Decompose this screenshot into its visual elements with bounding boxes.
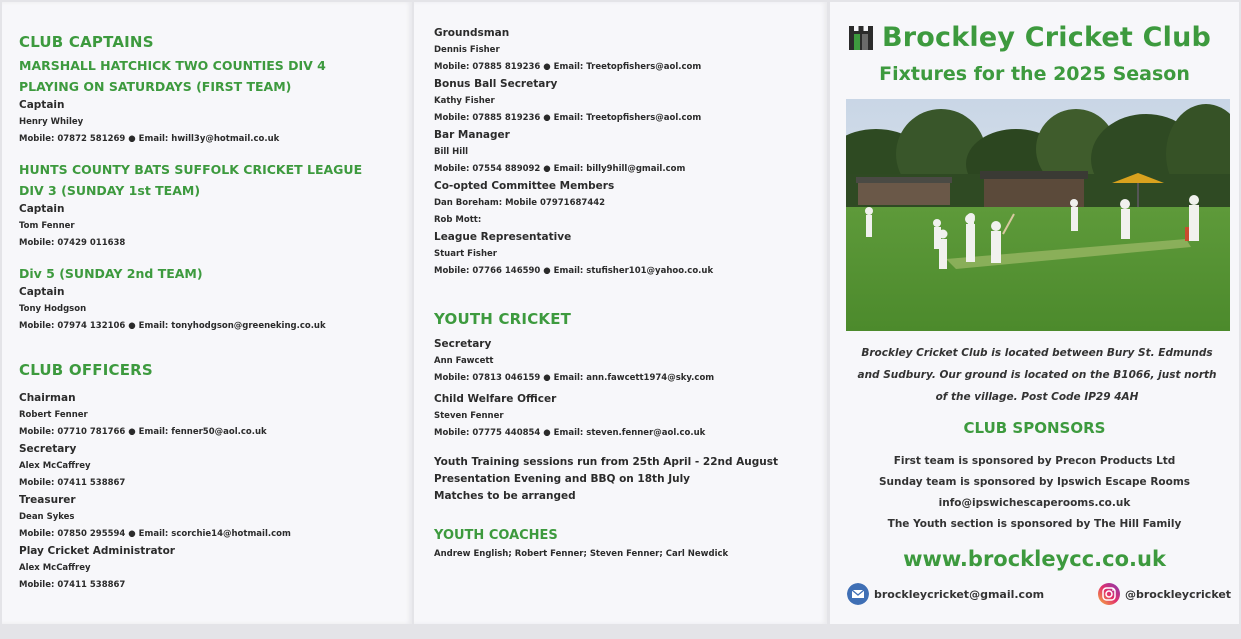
youth-cricket-heading: YOUTH CRICKET [434,310,572,328]
sponsor-line: The Youth section is sponsored by The Hill Family [887,518,1182,530]
location-text [842,342,1232,408]
team1-league-subtitle: PLAYING ON SATURDAYS (FIRST TEAM) [19,79,292,94]
youth-info-block [434,454,827,505]
location-line: of the village. Post Code IP29 4AH [935,391,1139,403]
bar-manager-contact: Mobile: 07554 889092 ● Email: billy9hill@gmail.com [434,164,686,174]
team3-title: Div 5 (SUNDAY 2nd TEAM) [19,266,203,281]
league-rep-role: League Representative [434,231,572,243]
team2-captain-name: Tom Fenner [19,221,75,231]
sponsor-line: First team is sponsored by Precon Products Ltd [893,455,1176,467]
location-line: Brockley Cricket Club is located between Bury St. Edmunds [861,347,1213,359]
team2-role: Captain [19,203,65,215]
league-rep-contact: Mobile: 07766 146590 ● Email: stufisher101@yahoo.co.uk [434,266,714,276]
castle-logo-icon [848,25,874,51]
officer-name: Robert Fenner [19,410,88,420]
right-panel [830,2,1239,624]
club-captains-heading: CLUB CAPTAINS [19,33,154,51]
officer-contact: Mobile: 07411 538867 [19,580,126,590]
instagram-icon [1098,583,1120,605]
bonus-ball-name: Kathy Fisher [434,96,495,106]
league-rep-name: Stuart Fisher [434,249,497,259]
groundsman-name: Dennis Fisher [434,45,500,55]
email-address[interactable]: brockleycricket@gmail.com [874,587,1045,601]
bar-manager-role: Bar Manager [434,129,510,141]
officer-name: Alex McCaffrey [19,563,91,573]
email-contact[interactable] [847,583,1044,605]
team1-contact: Mobile: 07872 581269 ● Email: hwill3y@hotmail.co.uk [19,134,280,144]
officer-role: Secretary [19,443,77,455]
bonus-ball-contact: Mobile: 07885 819236 ● Email: Treetopfishers@aol.com [434,113,702,123]
youth-info-line: Youth Training sessions run from 25th April - 22nd August [434,456,779,468]
youth-info-line: Matches to be arranged [434,490,576,502]
team3-role: Captain [19,286,65,298]
coopted-member-1: Dan Boreham: Mobile 07971687442 [434,198,606,208]
officer-role: Treasurer [19,494,76,506]
team2-contact: Mobile: 07429 011638 [19,238,126,248]
officer-entry [19,441,412,492]
welfare-officer-name: Steven Fenner [434,411,504,421]
youth-coaches-heading: YOUTH COACHES [434,528,558,543]
team1-league-title: MARSHALL HATCHICK TWO COUNTIES DIV 4 [19,58,326,73]
officer-name: Dean Sykes [19,512,75,522]
officer-contact: Mobile: 07710 781766 ● Email: fenner50@aol.co.uk [19,427,267,437]
youth-coaches-names: Andrew English; Robert Fenner; Steven Fenner; Carl Newdick [434,549,729,559]
team3-contact: Mobile: 07974 132106 ● Email: tonyhodgson@greeneking.co.uk [19,321,326,331]
team2-league-title: HUNTS COUNTY BATS SUFFOLK CRICKET LEAGUE [19,162,363,177]
website-link[interactable]: www.brockleycc.co.uk [903,547,1166,571]
coopted-role: Co-opted Committee Members [434,180,615,192]
officer-entry [19,543,412,594]
youth-secretary-contact: Mobile: 07813 046159 ● Email: ann.fawcett1974@sky.com [434,373,715,383]
youth-info-line: Presentation Evening and BBQ on 18th July [434,473,691,485]
team1-role: Captain [19,99,65,111]
instagram-handle[interactable]: @brockleycricket [1125,587,1232,601]
location-line: and Sudbury. Our ground is located on the B1066, just north [857,369,1217,381]
middle-panel [414,2,827,624]
youth-secretary-name: Ann Fawcett [434,356,494,366]
sponsor-line: info@ipswichescaperooms.co.uk [938,497,1131,509]
officer-entry [19,492,412,543]
club-name-title: Brockley Cricket Club [882,22,1212,53]
welfare-officer-role: Child Welfare Officer [434,393,557,405]
email-icon [847,583,869,605]
officer-name: Alex McCaffrey [19,461,91,471]
officer-role: Play Cricket Administrator [19,545,175,557]
sponsors-list [830,451,1239,535]
officer-role: Chairman [19,392,76,404]
cricket-ground-photo [846,99,1230,331]
sponsor-line: Sunday team is sponsored by Ipswich Escape Rooms [878,476,1191,488]
welfare-officer-contact: Mobile: 07775 440854 ● Email: steven.fenner@aol.co.uk [434,428,706,438]
brand-header [848,22,1211,53]
team2-league-subtitle: DIV 3 (SUNDAY 1st TEAM) [19,183,201,198]
club-officers-heading: CLUB OFFICERS [19,361,153,379]
officer-entry [19,390,412,441]
bar-manager-name: Bill Hill [434,147,469,157]
groundsman-contact: Mobile: 07885 819236 ● Email: Treetopfishers@aol.com [434,62,702,72]
club-sponsors-heading: CLUB SPONSORS [963,419,1106,437]
officer-contact: Mobile: 07411 538867 [19,478,126,488]
team3-captain-name: Tony Hodgson [19,304,87,314]
youth-secretary-role: Secretary [434,338,492,350]
instagram-contact[interactable] [1098,583,1231,605]
left-panel [2,2,412,624]
groundsman-role: Groundsman [434,27,510,39]
season-subtitle: Fixtures for the 2025 Season [879,63,1190,85]
bonus-ball-role: Bonus Ball Secretary [434,78,558,90]
coopted-member-2: Rob Mott: [434,215,482,225]
team1-captain-name: Henry Whiley [19,117,84,127]
officer-contact: Mobile: 07850 295594 ● Email: scorchie14@hotmail.com [19,529,291,539]
